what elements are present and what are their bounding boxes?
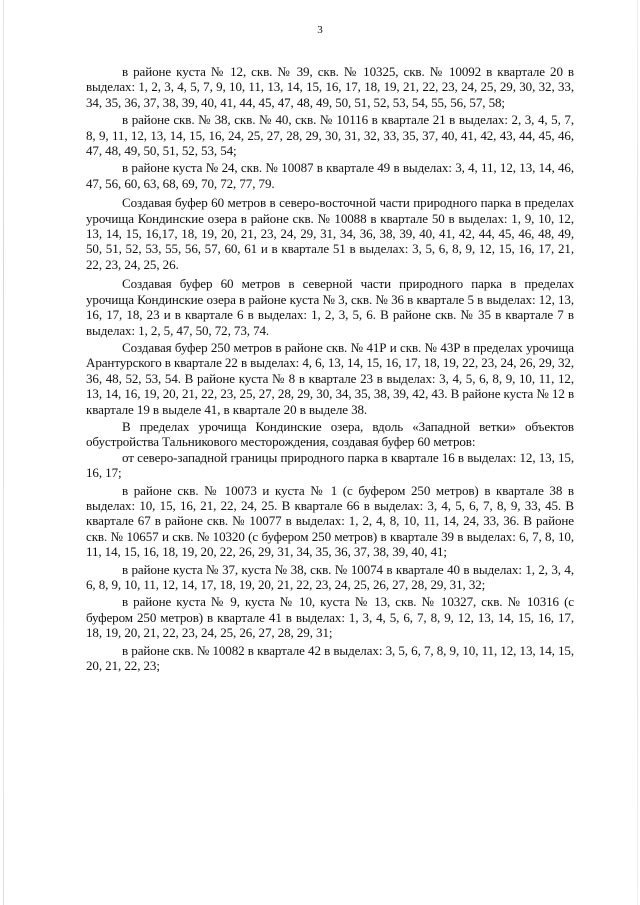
scan-edge-left	[3, 0, 4, 905]
paragraph-kvartal-42: в районе скв. № 10082 в квартале 42 в выделах: 3, 5, 6, 7, 8, 9, 10, 11, 12, 13, 14, 15, 20, 21, 22, 23;	[86, 642, 574, 674]
paragraph-buffer-northeast: Создавая буфер 60 метров в северо-восточной части природного парка в пределах урочища Кондинские озера в районе скв. № 10088 в квартале 50 в выделах: 1, 9, 10, 12, 13, 14, 15, 16,17, 18, 19, 20, 21, 23, 24, 29, 31, 34, 36, 38, 39, 40, 41, 42, 44, 45, 46, 48, 49, 50, 51, 52, 53, 55, 56, 57, 60, 61 и в квартале 51 в выделах: 3, 5, 6, 8, 9, 12, 15, 16, 17, 21, 22, 23, 24, 25, 26.	[86, 195, 574, 272]
scan-edge-right	[637, 0, 638, 905]
paragraph-kvartal-49: в районе куста № 24, скв. № 10087 в квартале 49 в выделах: 3, 4, 11, 12, 13, 14, 46, 47, 56, 60, 63, 68, 69, 70, 72, 77, 79.	[86, 160, 574, 191]
paragraph-kvartal-16: от северо-западной границы природного парка в квартале 16 в выделах: 12, 13, 15, 16, 17;	[86, 449, 574, 481]
paragraph-kvartal-20: в районе куста № 12, скв. № 39, скв. № 10325, скв. № 10092 в квартале 20 в выделах: 1, 2, 3, 4, 5, 7, 9, 10, 11, 13, 14, 15, 16, 17, 18, 19, 21, 22, 23, 24, 25, 29, 30, 32, 33, 34, 35, 36, 37, 38, 39, 40, 41, 44, 45, 47, 48, 49, 50, 51, 52, 53, 54, 55, 56, 57, 58;	[86, 64, 574, 110]
paragraph-buffer-250: Создавая буфер 250 метров в районе скв. № 41Р и скв. № 43Р в пределах урочища Арантурского в квартале 22 в выделах: 4, 6, 13, 14, 15, 16, 17, 18, 19, 22, 23, 24, 26, 29, 32, 36, 48, 52, 53, 54. В районе куста № 8 в квартале 23 в выделах: 3, 4, 5, 6, 8, 9, 10, 11, 12, 13, 14, 16, 19, 20, 21, 22, 23, 25, 27, 28, 29, 30, 34, 35, 38, 39, 42, 43. В районе куста № 12 в квартале 19 в выделе 41, в квартале 20 в выделе 38.	[86, 339, 574, 417]
document-body	[86, 64, 574, 675]
page-number: 3	[317, 24, 323, 36]
paragraph-kvartal-40: в районе куста № 37, куста № 38, скв. № 10074 в квартале 40 в выделах: 1, 2, 3, 4, 6, 8, 9, 10, 11, 12, 14, 17, 18, 19, 20, 21, 22, 23, 24, 25, 26, 27, 28, 29, 31, 32;	[86, 561, 574, 592]
paragraph-kvartal-41: в районе куста № 9, куста № 10, куста № 13, скв. № 10327, скв. № 10316 (с буфером 250 метров) в квартале 41 в выделах: 1, 3, 4, 5, 6, 7, 8, 9, 12, 13, 14, 15, 16, 17, 18, 19, 20, 21, 22, 23, 24, 25, 26, 27, 28, 29, 31;	[86, 594, 574, 641]
paragraph-western-branch: В пределах урочища Кондинские озера, вдоль «Западной ветки» объектов обустройства Тальникового месторождения, создавая буфер 60 метров:	[86, 418, 574, 450]
paragraph-buffer-north: Создавая буфер 60 метров в северной части природного парка в пределах урочища Кондинские озера в районе куста № 3, скв. № 36 в квартале 5 в выделах: 12, 13, 16, 17, 18, 23 и в квартале 6 в выделах: 1, 2, 3, 5, 6. В районе скв. № 35 в квартале 7 в выделах: 1, 2, 5, 47, 50, 72, 73, 74.	[86, 276, 574, 338]
paragraph-kvartal-21: в районе скв. № 38, скв. № 40, скв. № 10116 в квартале 21 в выделах: 2, 3, 4, 5, 7, 8, 9, 11, 12, 13, 14, 15, 16, 24, 25, 27, 28, 29, 30, 31, 32, 33, 35, 37, 40, 41, 42, 43, 44, 45, 46, 47, 48, 49, 50, 51, 52, 53, 54;	[86, 112, 574, 159]
paragraph-kvartal-38-39: в районе скв. № 10073 и куста № 1 (с буфером 250 метров) в квартале 38 в выделах: 10, 15, 16, 21, 22, 24, 25. В квартале 66 в выделах: 3, 4, 5, 6, 7, 8, 9, 33, 45. В квартале 67 в районе скв. № 10077 в выделах: 1, 2, 4, 8, 10, 11, 14, 24, 33, 36. В районе скв. № 10657 и скв. № 10320 (с буфером 250 метров) в квартале 39 в выделах: 6, 7, 8, 10, 11, 14, 15, 16, 18, 19, 20, 22, 26, 29, 31, 34, 35, 36, 37, 38, 39, 40, 41;	[86, 482, 574, 560]
